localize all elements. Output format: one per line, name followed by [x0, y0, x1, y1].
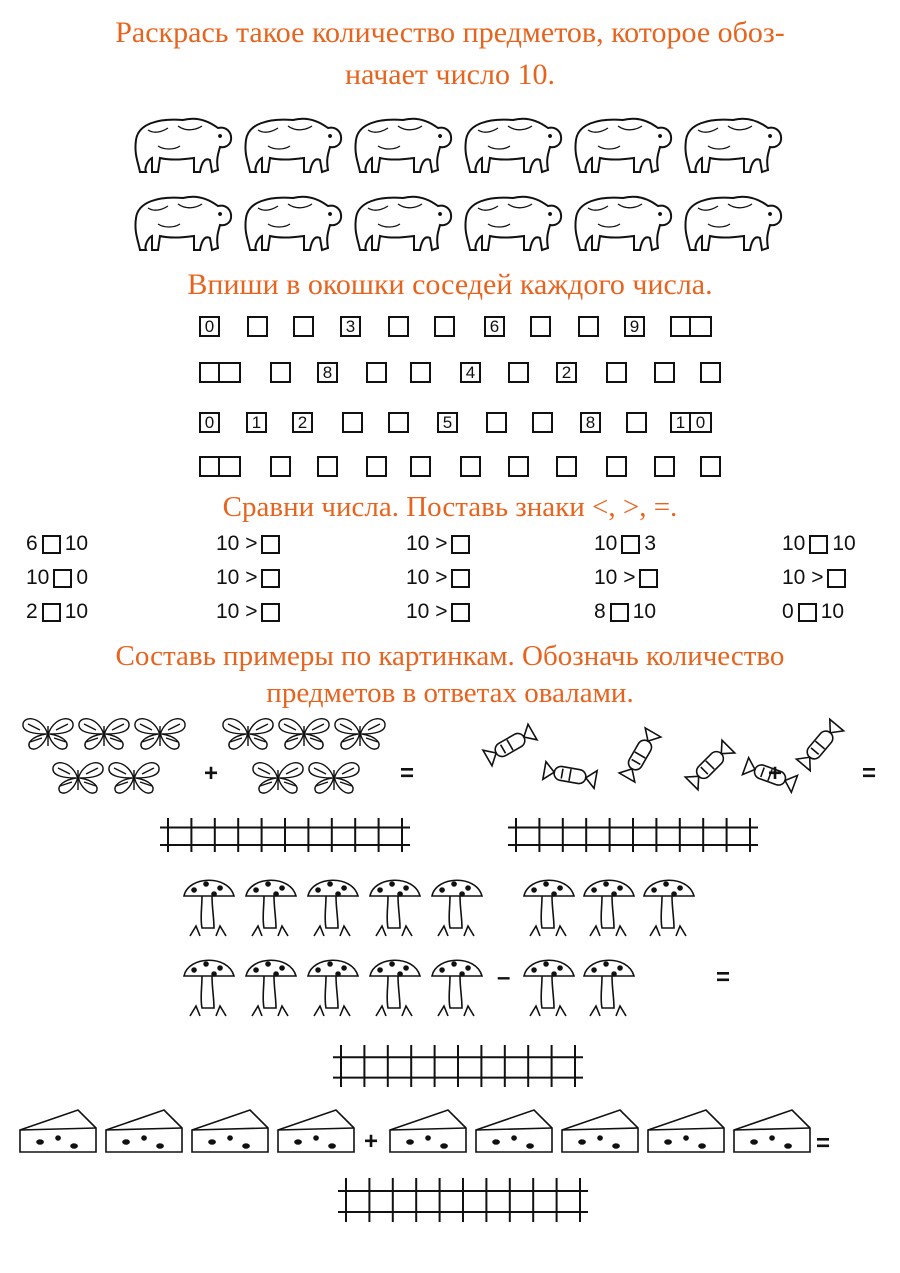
number-box: 1 — [246, 412, 267, 433]
compare-item — [26, 566, 88, 590]
neighbor-cell[interactable] — [342, 412, 363, 433]
number-box: 0 — [199, 316, 220, 337]
candy-icon — [675, 730, 744, 799]
number-box: 4 — [460, 362, 481, 383]
empty-box[interactable] — [434, 316, 455, 337]
mushrooms-group — [180, 870, 700, 1040]
task1-title-line1: Раскрась такое количество предметов, которое обоз- — [115, 16, 785, 49]
number-box: 2 — [292, 412, 313, 433]
bear-icon — [678, 110, 786, 180]
compare-right: 10 — [64, 532, 89, 555]
empty-box[interactable] — [293, 316, 314, 337]
neighbor-cell[interactable] — [486, 412, 507, 433]
cheese-group — [18, 1100, 818, 1170]
neighbor-cell[interactable] — [293, 316, 314, 337]
neighbor-cell[interactable] — [508, 456, 529, 477]
bear-icon — [458, 188, 566, 258]
butterfly-icon — [20, 712, 76, 752]
equals-sign-2: = — [862, 760, 877, 787]
compare-left: 10 > — [216, 532, 258, 555]
neighbor-cell[interactable] — [199, 316, 220, 337]
candy-icon — [475, 714, 546, 777]
compare-sign-box[interactable] — [451, 569, 470, 588]
compare-item — [406, 600, 470, 624]
bear-icon — [128, 188, 236, 258]
empty-box[interactable] — [388, 316, 409, 337]
minus-sign: – — [497, 964, 511, 991]
butterfly-icon — [276, 712, 332, 752]
mushroom-icon — [520, 870, 578, 940]
number-box: 8 — [317, 362, 338, 383]
candy-icon — [537, 751, 603, 799]
task1-title-line2: начает число 10. — [345, 58, 555, 91]
neighbor-cell[interactable] — [700, 456, 721, 477]
empty-box[interactable] — [388, 412, 409, 433]
neighbor-cell[interactable] — [556, 456, 577, 477]
compare-item — [594, 600, 656, 624]
compare-sign-box[interactable] — [53, 569, 72, 588]
compare-sign-box[interactable] — [42, 603, 61, 622]
empty-box[interactable] — [670, 316, 691, 337]
butterflies-group — [20, 712, 400, 802]
mushroom-icon — [304, 870, 362, 940]
empty-box[interactable] — [626, 412, 647, 433]
neighbor-cell[interactable] — [532, 412, 553, 433]
compare-sign-box[interactable] — [827, 569, 846, 588]
neighbor-cell[interactable] — [388, 412, 409, 433]
compare-sign-box[interactable] — [261, 535, 280, 554]
neighbor-cell[interactable] — [270, 362, 291, 383]
empty-box[interactable] — [486, 412, 507, 433]
mushroom-icon — [428, 870, 486, 940]
neighbor-cell[interactable] — [246, 412, 267, 433]
compare-right: 10 — [64, 600, 89, 623]
neighbor-cell[interactable] — [199, 412, 220, 433]
bear-icon — [348, 110, 456, 180]
compare-left: 10 — [782, 532, 806, 555]
compare-sign-box[interactable] — [261, 569, 280, 588]
compare-left: 8 — [594, 600, 606, 623]
neighbor-cell[interactable] — [270, 456, 291, 477]
mushroom-icon — [366, 950, 424, 1020]
neighbor-cell[interactable] — [340, 316, 361, 337]
compare-right: 10 — [832, 532, 856, 555]
mushroom-icon — [580, 870, 638, 940]
empty-box[interactable] — [691, 316, 712, 337]
neighbor-cell[interactable] — [199, 362, 241, 383]
empty-box[interactable] — [508, 456, 529, 477]
equals-sign-3: = — [716, 964, 731, 991]
empty-box[interactable] — [366, 456, 387, 477]
butterfly-icon — [250, 756, 306, 796]
mushroom-icon — [180, 950, 238, 1020]
empty-box[interactable] — [508, 362, 529, 383]
bear-icon — [238, 110, 346, 180]
bears-grid — [128, 110, 798, 270]
candies-group — [470, 716, 870, 806]
task4-title-line2: предметов в ответах овалами. — [266, 677, 634, 709]
empty-box[interactable] — [199, 362, 220, 383]
compare-sign-box[interactable] — [639, 569, 658, 588]
compare-item — [594, 566, 658, 590]
plus-sign-2: + — [768, 760, 783, 787]
compare-left: 10 — [26, 566, 50, 589]
number-box: 0 — [199, 412, 220, 433]
compare-left: 10 — [594, 532, 618, 555]
neighbor-cell[interactable] — [654, 362, 675, 383]
empty-box[interactable] — [606, 362, 627, 383]
neighbor-cell[interactable] — [670, 316, 712, 337]
empty-box[interactable] — [410, 362, 431, 383]
task3-title: Сравни числа. Поставь знаки <, >, =. — [222, 491, 678, 523]
empty-box[interactable] — [530, 316, 551, 337]
mushroom-icon — [428, 950, 486, 1020]
mushroom-icon — [366, 870, 424, 940]
number-box: 9 — [624, 316, 645, 337]
empty-box[interactable] — [270, 456, 291, 477]
compare-item — [782, 566, 846, 590]
neighbor-cell[interactable] — [388, 316, 409, 337]
butterfly-icon — [132, 712, 188, 752]
mushroom-icon — [180, 870, 238, 940]
neighbor-cell[interactable] — [484, 316, 505, 337]
number-box: 0 — [691, 412, 712, 433]
neighbor-cell[interactable] — [508, 362, 529, 383]
mushroom-icon — [520, 950, 578, 1020]
candy-icon — [609, 720, 672, 791]
compare-sign-box[interactable] — [798, 603, 817, 622]
compare-right: 0 — [76, 566, 89, 589]
number-box: 8 — [580, 412, 601, 433]
bear-icon — [128, 110, 236, 180]
neighbor-cell[interactable] — [434, 316, 455, 337]
compare-left: 10 > — [406, 600, 448, 623]
compare-right: 3 — [644, 532, 657, 555]
compare-item — [26, 600, 88, 624]
compare-right: 10 — [820, 600, 845, 623]
cheese-icon — [732, 1106, 812, 1156]
compare-item — [216, 600, 280, 624]
neighbor-cell[interactable] — [366, 456, 387, 477]
compare-sign-box[interactable] — [451, 535, 470, 554]
number-box: 2 — [556, 362, 577, 383]
cheese-icon — [190, 1106, 270, 1156]
plus-sign-3: + — [364, 1128, 379, 1155]
compare-sign-box[interactable] — [610, 603, 629, 622]
bear-icon — [348, 188, 456, 258]
neighbor-cell[interactable] — [410, 456, 431, 477]
butterfly-icon — [332, 712, 388, 752]
compare-item — [782, 532, 856, 556]
compare-item — [216, 532, 280, 556]
bear-icon — [458, 110, 566, 180]
neighbor-cell[interactable] — [700, 362, 721, 383]
answer-grid-1[interactable] — [160, 810, 410, 860]
neighbor-cell[interactable] — [460, 456, 481, 477]
neighbor-cell[interactable] — [626, 412, 647, 433]
neighbor-cell[interactable] — [437, 412, 458, 433]
neighbor-cell[interactable] — [580, 412, 601, 433]
empty-box[interactable] — [700, 362, 721, 383]
bear-icon — [568, 188, 676, 258]
empty-box[interactable] — [556, 456, 577, 477]
empty-box[interactable] — [270, 362, 291, 383]
compare-item — [594, 532, 656, 556]
cheese-icon — [104, 1106, 184, 1156]
task4-title-line1: Составь примеры по картинкам. Обозначь количество — [115, 640, 785, 672]
cheese-icon — [474, 1106, 554, 1156]
equals-sign-4: = — [816, 1130, 831, 1157]
compare-item — [406, 532, 470, 556]
plus-sign-1: + — [204, 760, 219, 787]
compare-sign-box[interactable] — [621, 535, 640, 554]
empty-box[interactable] — [578, 316, 599, 337]
answer-grid-2[interactable] — [508, 810, 758, 860]
neighbor-cell[interactable] — [317, 456, 338, 477]
empty-box[interactable] — [532, 412, 553, 433]
neighbor-cell[interactable] — [199, 456, 241, 477]
neighbor-cell[interactable] — [460, 362, 481, 383]
answer-grid-4[interactable] — [338, 1170, 588, 1230]
empty-box[interactable] — [700, 456, 721, 477]
empty-box[interactable] — [460, 456, 481, 477]
mushroom-icon — [242, 870, 300, 940]
butterfly-icon — [306, 756, 362, 796]
cheese-icon — [276, 1106, 356, 1156]
butterfly-icon — [76, 712, 132, 752]
empty-box[interactable] — [220, 456, 241, 477]
compare-left: 10 > — [406, 566, 448, 589]
cheese-icon — [560, 1106, 640, 1156]
neighbor-cell[interactable] — [556, 362, 577, 383]
cheese-icon — [18, 1106, 98, 1156]
number-box: 1 — [670, 412, 691, 433]
bear-icon — [238, 188, 346, 258]
empty-box[interactable] — [654, 362, 675, 383]
empty-box[interactable] — [654, 456, 675, 477]
neighbor-cell[interactable] — [606, 456, 627, 477]
cheese-icon — [388, 1106, 468, 1156]
empty-box[interactable] — [199, 456, 220, 477]
empty-box[interactable] — [317, 456, 338, 477]
compare-left: 10 > — [782, 566, 824, 589]
compare-item — [406, 566, 470, 590]
number-box: 6 — [484, 316, 505, 337]
cheese-icon — [646, 1106, 726, 1156]
butterfly-icon — [106, 756, 162, 796]
mushroom-icon — [304, 950, 362, 1020]
compare-right: 10 — [632, 600, 657, 623]
compare-left: 2 — [26, 600, 38, 623]
butterfly-icon — [220, 712, 276, 752]
neighbor-cell[interactable] — [578, 316, 599, 337]
neighbor-cell[interactable] — [317, 362, 338, 383]
equals-sign-1: = — [400, 760, 415, 787]
empty-box[interactable] — [247, 316, 268, 337]
compare-sign-box[interactable] — [809, 535, 828, 554]
compare-item — [782, 600, 844, 624]
bear-icon — [678, 188, 786, 258]
compare-item — [216, 566, 280, 590]
compare-item — [26, 532, 88, 556]
compare-sign-box[interactable] — [261, 603, 280, 622]
empty-box[interactable] — [366, 362, 387, 383]
neighbor-cell[interactable] — [410, 362, 431, 383]
neighbor-cell[interactable] — [606, 362, 627, 383]
compare-left: 6 — [26, 532, 38, 555]
neighbor-cell[interactable] — [292, 412, 313, 433]
task2-title: Впиши в окошки соседей каждого числа. — [187, 268, 713, 301]
compare-left: 10 > — [216, 566, 258, 589]
compare-left: 0 — [782, 600, 794, 623]
number-box: 3 — [340, 316, 361, 337]
neighbor-cell[interactable] — [654, 456, 675, 477]
empty-box[interactable] — [342, 412, 363, 433]
mushroom-icon — [640, 870, 698, 940]
answer-grid-3[interactable] — [333, 1037, 583, 1095]
mushroom-icon — [580, 950, 638, 1020]
neighbor-cell[interactable] — [670, 412, 712, 433]
neighbor-cell[interactable] — [624, 316, 645, 337]
butterfly-icon — [50, 756, 106, 796]
mushroom-icon — [242, 950, 300, 1020]
empty-box[interactable] — [606, 456, 627, 477]
compare-left: 10 > — [216, 600, 258, 623]
empty-box[interactable] — [410, 456, 431, 477]
bear-icon — [568, 110, 676, 180]
compare-sign-box[interactable] — [42, 535, 61, 554]
compare-left: 10 > — [406, 532, 448, 555]
neighbor-cell[interactable] — [247, 316, 268, 337]
number-box: 5 — [437, 412, 458, 433]
compare-left: 10 > — [594, 566, 636, 589]
empty-box[interactable] — [220, 362, 241, 383]
neighbor-cell[interactable] — [530, 316, 551, 337]
compare-sign-box[interactable] — [451, 603, 470, 622]
neighbor-cell[interactable] — [366, 362, 387, 383]
